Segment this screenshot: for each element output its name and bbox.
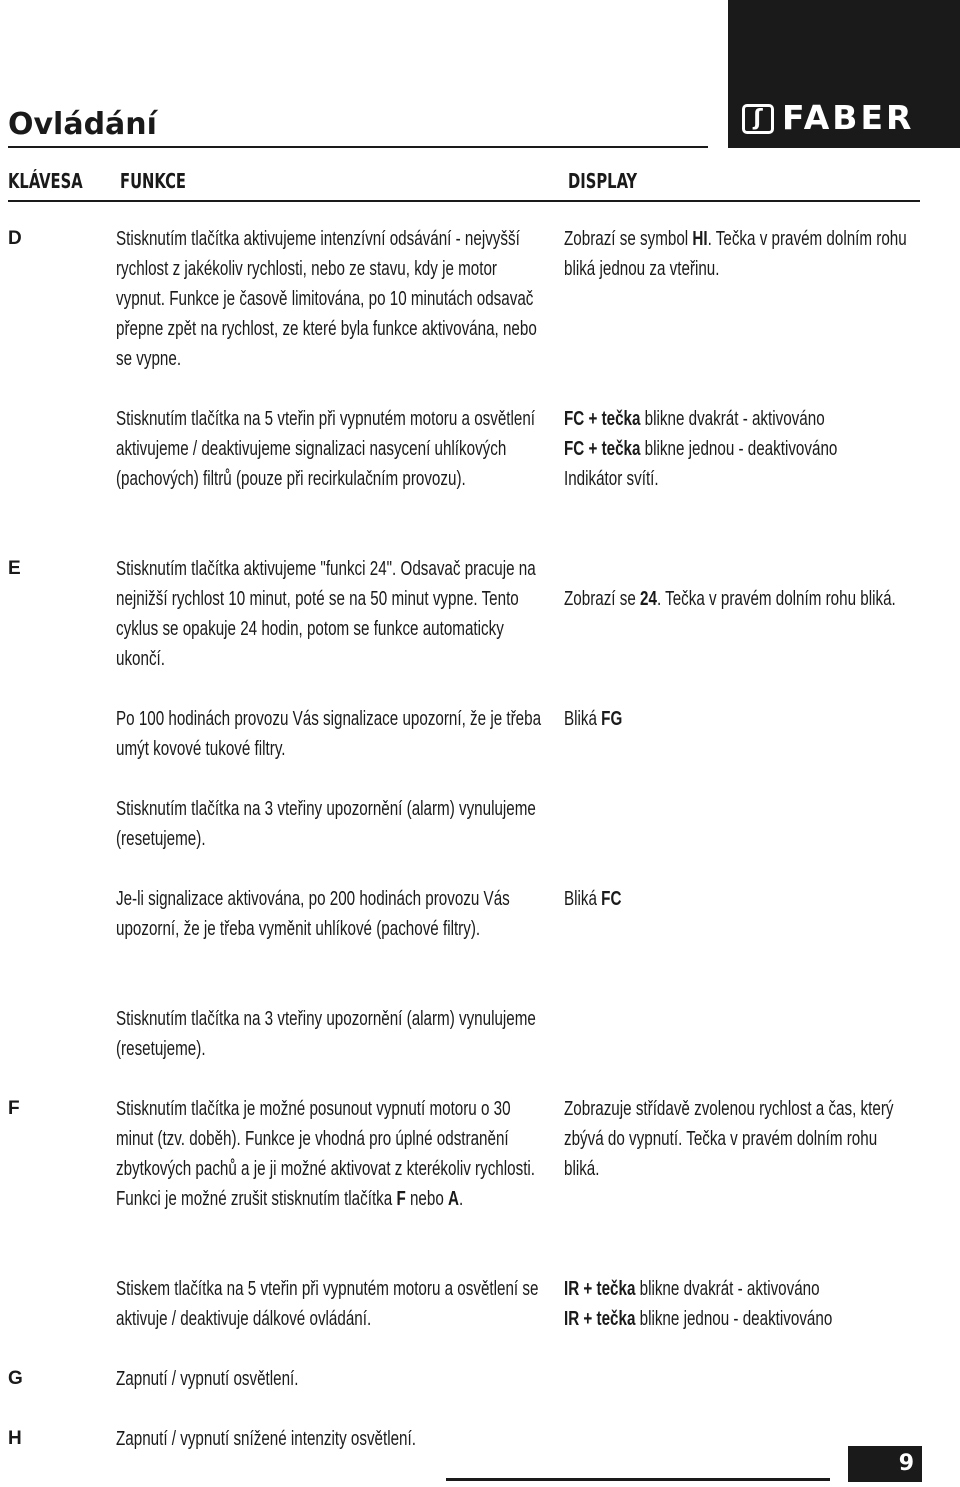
g-function: Zapnutí / vypnutí osvětlení. [116,1368,299,1390]
key-g: G [8,1368,23,1389]
key-d: D [8,228,22,249]
e-function-3: Stisknutím tlačítka na 3 vteřiny upozornění (alarm) vynulujeme (resetujeme). [116,798,536,850]
f-function-1: Stisknutím tlačítka je možné posunout vypnutí motoru o 30 minut (tzv. doběh). Funkce je vhodná pro úplné odstranění zbytkových pachů a je ji možné aktivovat z kterékoliv rychlosti. Funkci je možné zrušit stisknutím tlačítka F nebo A. [116,1098,536,1210]
key-e: E [8,558,21,579]
faber-logo-mark: ʃ [742,104,774,134]
title-rule [8,146,708,148]
faber-logo-text: FABER [782,98,915,137]
f-function-2: Stiskem tlačítka na 5 vteřin při vypnutém motoru a osvětlení se aktivuje / deaktivuje dálkové ovládání. [116,1278,539,1330]
d-display-2: FC + tečka blikne dvakrát - aktivováno FC + tečka blikne jednou - deaktivováno Indikátor svítí. [564,408,838,490]
e-function-4: Je-li signalizace aktivována, po 200 hodinách provozu Vás upozorní, že je třeba vyměnit uhlíkové (pachové filtry). [116,888,510,940]
h-function: Zapnutí / vypnutí snížené intenzity osvětlení. [116,1428,416,1450]
page-title: Ovládání [8,107,157,142]
d-function-2: Stisknutím tlačítka na 5 vteřin při vypnutém motoru a osvětlení aktivujeme / deaktivujeme signalizaci nasycení uhlíkových (pachových) filtrů (pouze při recirkulačním provozu). [116,408,536,490]
e-display-4: Bliká FC [564,888,622,910]
e-display-1: Zobrazí se 24. Tečka v pravém dolním rohu bliká. [564,588,896,610]
e-function-5: Stisknutím tlačítka na 3 vteřiny upozornění (alarm) vynulujeme (resetujeme). [116,1008,536,1060]
footer-rule [446,1478,830,1481]
header-rule [8,200,920,202]
d-function-1: Stisknutím tlačítka aktivujeme intenzívní odsávání - nejvyšší rychlost z jakékoliv rychlosti, nebo ze stavu, kdy je motor vypnut. Funkce je časově limitována, po 10 minutách odsavač přepne zpět na rychlost, ze které byla funkce aktivována, nebo se vypne. [116,228,537,370]
page-number: 9 [848,1446,922,1482]
column-header-key: KLÁVESA [8,169,83,193]
e-function-2: Po 100 hodinách provozu Vás signalizace upozorní, že je třeba umýt kovové tukové filtry. [116,708,542,760]
f-display-1: Zobrazuje střídavě zvolenou rychlost a čas, který zbývá do vypnutí. Tečka v pravém dolním rohu bliká. [564,1098,894,1180]
column-header-display: DISPLAY [568,169,638,193]
key-f: F [8,1098,20,1119]
faber-logo [728,0,960,148]
f-display-2: IR + tečka blikne dvakrát - aktivováno IR + tečka blikne jednou - deaktivováno [564,1278,833,1330]
key-h: H [8,1428,22,1449]
e-display-2: Bliká FG [564,708,623,730]
d-display-1: Zobrazí se symbol HI. Tečka v pravém dolním rohu bliká jednou za vteřinu. [564,228,907,280]
e-function-1: Stisknutím tlačítka aktivujeme "funkci 24". Odsavač pracuje na nejnižší rychlost 10 minut, poté se na 50 minut vypne. Tento cyklus se opakuje 24 hodin, potom se funkce automaticky ukončí. [116,558,536,670]
column-header-function: FUNKCE [120,169,187,193]
